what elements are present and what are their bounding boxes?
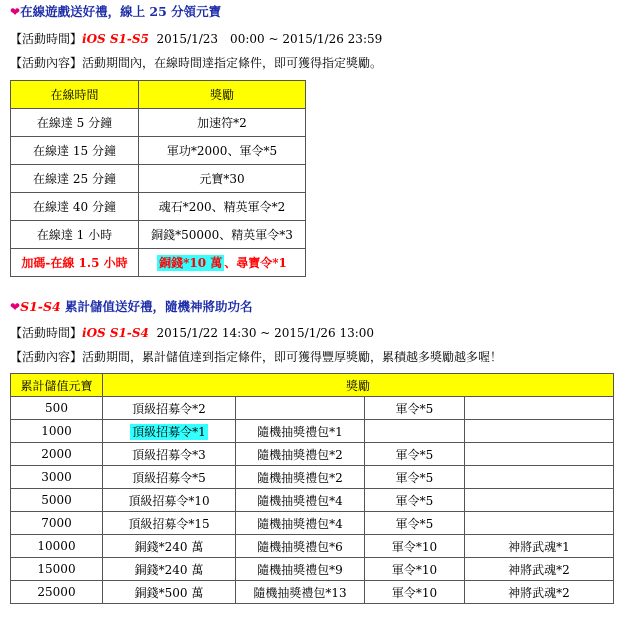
section1-content: 【活動內容】活動期間內，在線時間達指定條件，即可獲得指定獎勵。 <box>10 56 383 70</box>
section1-title: ❤在線遊戲送好禮，線上 25 分領元寶 <box>10 4 222 19</box>
table-row: 500 頂級招募令*2 軍令*5 <box>11 397 614 420</box>
table-row: 15000 銅錢*240 萬 隨機抽獎禮包*9 軍令*10 神將武魂*2 <box>11 558 614 581</box>
section2-content: 【活動內容】活動期間，累計儲值達到指定條件，即可獲得豐厚獎勵，累積越多獎勵越多喔！ <box>10 350 503 364</box>
table-row: 3000 頂級招募令*5 隨機抽獎禮包*2 軍令*5 <box>11 466 614 489</box>
table-row: 1000 頂級招募令*1 隨機抽獎禮包*1 <box>11 420 614 443</box>
online-reward-table <box>10 80 306 277</box>
table-row: 7000 頂級招募令*15 隨機抽獎禮包*4 軍令*5 <box>11 512 614 535</box>
table-row: 在線達 40 分鐘 魂石*200、精英軍令*2 <box>11 193 306 221</box>
heart-icon: ❤ <box>10 5 21 19</box>
section2-title: ❤S1-S4 累計儲值送好禮，隨機神將助功名 <box>10 299 253 314</box>
heart-icon: ❤ <box>10 300 21 314</box>
table-row: 在線達 25 分鐘 元寶*30 <box>11 165 306 193</box>
table-header: 累計儲值元寶 獎勵 <box>11 374 614 397</box>
table-row: 在線達 15 分鐘 軍功*2000、軍令*5 <box>11 137 306 165</box>
section1-time: 【活動時間】iOS S1-S5 2015/1/23 00:00 ~ 2015/1/26 23:59 <box>10 32 383 46</box>
table-row: 5000 頂級招募令*10 隨機抽獎禮包*4 軍令*5 <box>11 489 614 512</box>
recharge-reward-table <box>10 373 614 604</box>
bonus-row: 加碼-在線 1.5 小時 銅錢*10 萬 、尋寶令*1 <box>11 249 306 277</box>
table-row: 2000 頂級招募令*3 隨機抽獎禮包*2 軍令*5 <box>11 443 614 466</box>
table-row: 25000 銅錢*500 萬 隨機抽獎禮包*13 軍令*10 神將武魂*2 <box>11 581 614 604</box>
table-row: 10000 銅錢*240 萬 隨機抽獎禮包*6 軍令*10 神將武魂*1 <box>11 535 614 558</box>
table-header: 在線時間 獎勵 <box>11 81 306 109</box>
table-row: 在線達 1 小時 銅錢*50000、精英軍令*3 <box>11 221 306 249</box>
section2-time: 【活動時間】iOS S1-S4 2015/1/22 14:30 ~ 2015/1/26 13:00 <box>10 326 375 340</box>
table-row: 在線達 5 分鐘 加速符*2 <box>11 109 306 137</box>
